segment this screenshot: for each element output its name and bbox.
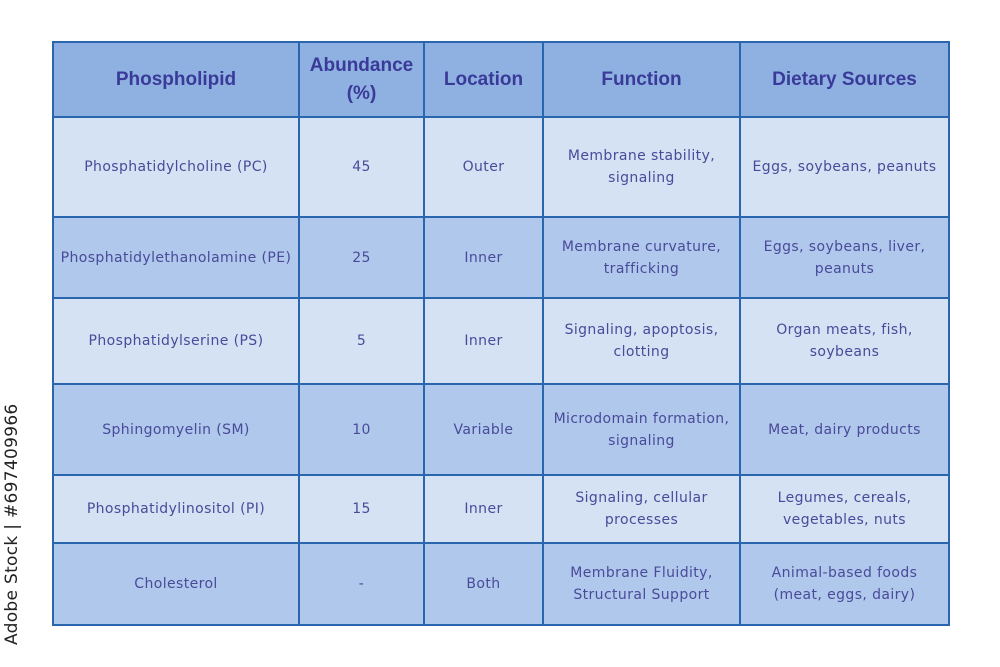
table-row: [53, 217, 949, 298]
header-phospholipid: Phospholipid: [53, 42, 299, 117]
table-row: [53, 475, 949, 543]
cell-phospholipid: Phosphatidylethanolamine (PE): [53, 217, 299, 298]
stock-id-watermark: Adobe Stock | #697409966: [2, 403, 22, 645]
cell-sources: Meat, dairy products: [740, 384, 949, 475]
cell-abundance: 45: [299, 117, 424, 217]
header-function: Function: [543, 42, 740, 117]
cell-sources: Organ meats, fish, soybeans: [740, 298, 949, 384]
cell-phospholipid: Cholesterol: [53, 543, 299, 625]
table-row: [53, 117, 949, 217]
cell-abundance: 5: [299, 298, 424, 384]
cell-function: Signaling, cellular processes: [543, 475, 740, 543]
header-abundance: Abundance (%): [299, 42, 424, 117]
cell-function: Microdomain formation, signaling: [543, 384, 740, 475]
cell-function: Membrane stability, signaling: [543, 117, 740, 217]
cell-function: Membrane curvature, trafficking: [543, 217, 740, 298]
cell-location: Inner: [424, 475, 543, 543]
cell-location: Variable: [424, 384, 543, 475]
cell-abundance: 15: [299, 475, 424, 543]
cell-sources: Animal-based foods (meat, eggs, dairy): [740, 543, 949, 625]
table-row: [53, 384, 949, 475]
cell-phospholipid: Phosphatidylinositol (PI): [53, 475, 299, 543]
cell-location: Both: [424, 543, 543, 625]
cell-phospholipid: Phosphatidylserine (PS): [53, 298, 299, 384]
cell-sources: Eggs, soybeans, liver, peanuts: [740, 217, 949, 298]
cell-abundance: -: [299, 543, 424, 625]
cell-phospholipid: Phosphatidylcholine (PC): [53, 117, 299, 217]
phospholipid-table: [52, 41, 950, 626]
cell-sources: Legumes, cereals, vegetables, nuts: [740, 475, 949, 543]
header-dietary-sources: Dietary Sources: [740, 42, 949, 117]
table-row: [53, 298, 949, 384]
cell-function: Membrane Fluidity, Structural Support: [543, 543, 740, 625]
cell-sources: Eggs, soybeans, peanuts: [740, 117, 949, 217]
header-row: [53, 42, 949, 117]
header-location: Location: [424, 42, 543, 117]
cell-location: Inner: [424, 217, 543, 298]
cell-function: Signaling, apoptosis, clotting: [543, 298, 740, 384]
table-row: [53, 543, 949, 625]
cell-abundance: 25: [299, 217, 424, 298]
cell-abundance: 10: [299, 384, 424, 475]
cell-location: Outer: [424, 117, 543, 217]
cell-phospholipid: Sphingomyelin (SM): [53, 384, 299, 475]
cell-location: Inner: [424, 298, 543, 384]
